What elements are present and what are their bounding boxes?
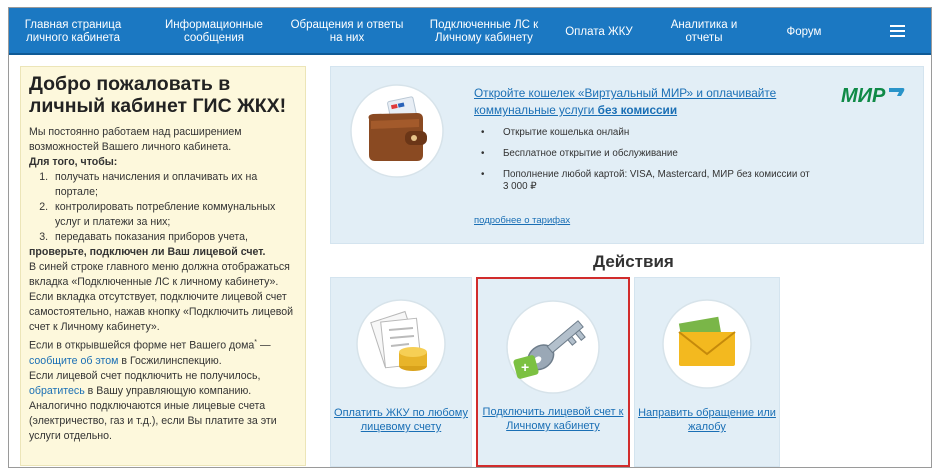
connect-account-label: Подключить лицевой счет к Личному кабинету: [482, 406, 624, 432]
list-item: • Пополнение любой картой: VISA, Mastercard, МИР без комиссии от 3 000 ₽: [481, 169, 811, 193]
welcome-intro: Мы постоянно работаем над расширением возможностей Вашего личного кабинета.: [29, 126, 242, 153]
list-item: • Открытие кошелька онлайн: [481, 127, 811, 139]
wallet-icon: [347, 81, 447, 181]
footnote-mark: *: [254, 339, 258, 346]
connect-account-tile[interactable]: [476, 277, 630, 467]
list-item: 3. передавать показания приборов учета,: [51, 230, 298, 245]
tariffs-link[interactable]: подробнее о тарифах: [474, 215, 571, 226]
welcome-p2-text: Если в открывшейся форме нет Вашего дома: [29, 339, 255, 352]
pay-tile-label: Оплатить ЖКУ по любому лицевому счету: [334, 407, 468, 433]
pay-tile[interactable]: [330, 277, 472, 467]
welcome-title: Добро пожаловать в личный кабинет ГИС ЖКХ!: [29, 73, 287, 117]
nav-payment[interactable]: Оплата ЖКУ: [565, 26, 633, 38]
page-frame: [8, 7, 932, 468]
list-item: 2. контролировать потребление коммунальных услуг и платежи за них;: [51, 200, 298, 230]
welcome-p3: [29, 369, 298, 399]
nav-analytics[interactable]: Аналитика и отчеты: [670, 19, 738, 44]
key-icon: [503, 297, 603, 397]
promo-title-text: Откройте кошелек «Виртуальный МИР» и оплачивайте коммунальные услуги: [474, 86, 777, 117]
report-link[interactable]: сообщите об этом: [29, 354, 119, 367]
appeal-tile[interactable]: [634, 277, 780, 467]
envelope-icon: [659, 296, 755, 392]
welcome-p2: [29, 335, 298, 369]
welcome-check: проверьте, подключен ли Ваш лицевой счет.: [29, 246, 266, 258]
menu-icon[interactable]: [890, 25, 905, 37]
mir-logo: [839, 84, 906, 106]
list-item: 1. получать начисления и оплачивать их на портале;: [51, 170, 298, 200]
welcome-p4: Аналогично подключаются иные лицевые счета (электричество, газ и т.д.), если Вы платите за эти услуги отдельно.: [29, 399, 277, 442]
list-item: • Бесплатное открытие и обслуживание: [481, 148, 811, 160]
mir-logo-text: МИР: [841, 85, 886, 106]
actions-heading: Действия: [593, 252, 674, 271]
svg-text:+: +: [521, 359, 530, 375]
promo-title-bold: без комиссии: [597, 103, 678, 117]
welcome-list: [29, 170, 298, 245]
welcome-panel: [20, 66, 306, 466]
nav-home[interactable]: Главная страница личного кабинета: [24, 19, 122, 44]
nav-messages[interactable]: Информационные сообщения: [165, 19, 263, 44]
welcome-p3-end: в Вашу управляющую компанию.: [84, 384, 252, 397]
welcome-lead: Для того, чтобы:: [29, 156, 118, 168]
nav-connected-accounts[interactable]: Подключенные ЛС к Личному кабинету: [429, 19, 539, 44]
contact-link[interactable]: обратитесь: [29, 384, 85, 397]
welcome-p2-dash: —: [257, 339, 271, 352]
welcome-p2-end: в Госжилинспекцию.: [118, 354, 222, 367]
nav-appeals[interactable]: Обращения и ответы на них: [290, 19, 404, 44]
documents-coins-icon: [353, 296, 449, 392]
welcome-p1: В синей строке главного меню должна отображаться вкладка «Подключенные ЛС к личному кабинету». Если вкладка отсутствует, подключите лицевой счет самостоятельно, нажав кнопку «Подключить лицевой счет к Личному кабинету».: [29, 261, 294, 333]
appeal-tile-label: Направить обращение или жалобу: [638, 407, 776, 433]
main-nav: [9, 8, 931, 55]
wallet-promo: [330, 66, 924, 244]
promo-title-link[interactable]: [474, 85, 794, 119]
welcome-p3-text: Если лицевой счет подключить не получилось,: [29, 369, 261, 382]
nav-forum[interactable]: Форум: [786, 26, 822, 38]
promo-bullets: [481, 127, 811, 202]
